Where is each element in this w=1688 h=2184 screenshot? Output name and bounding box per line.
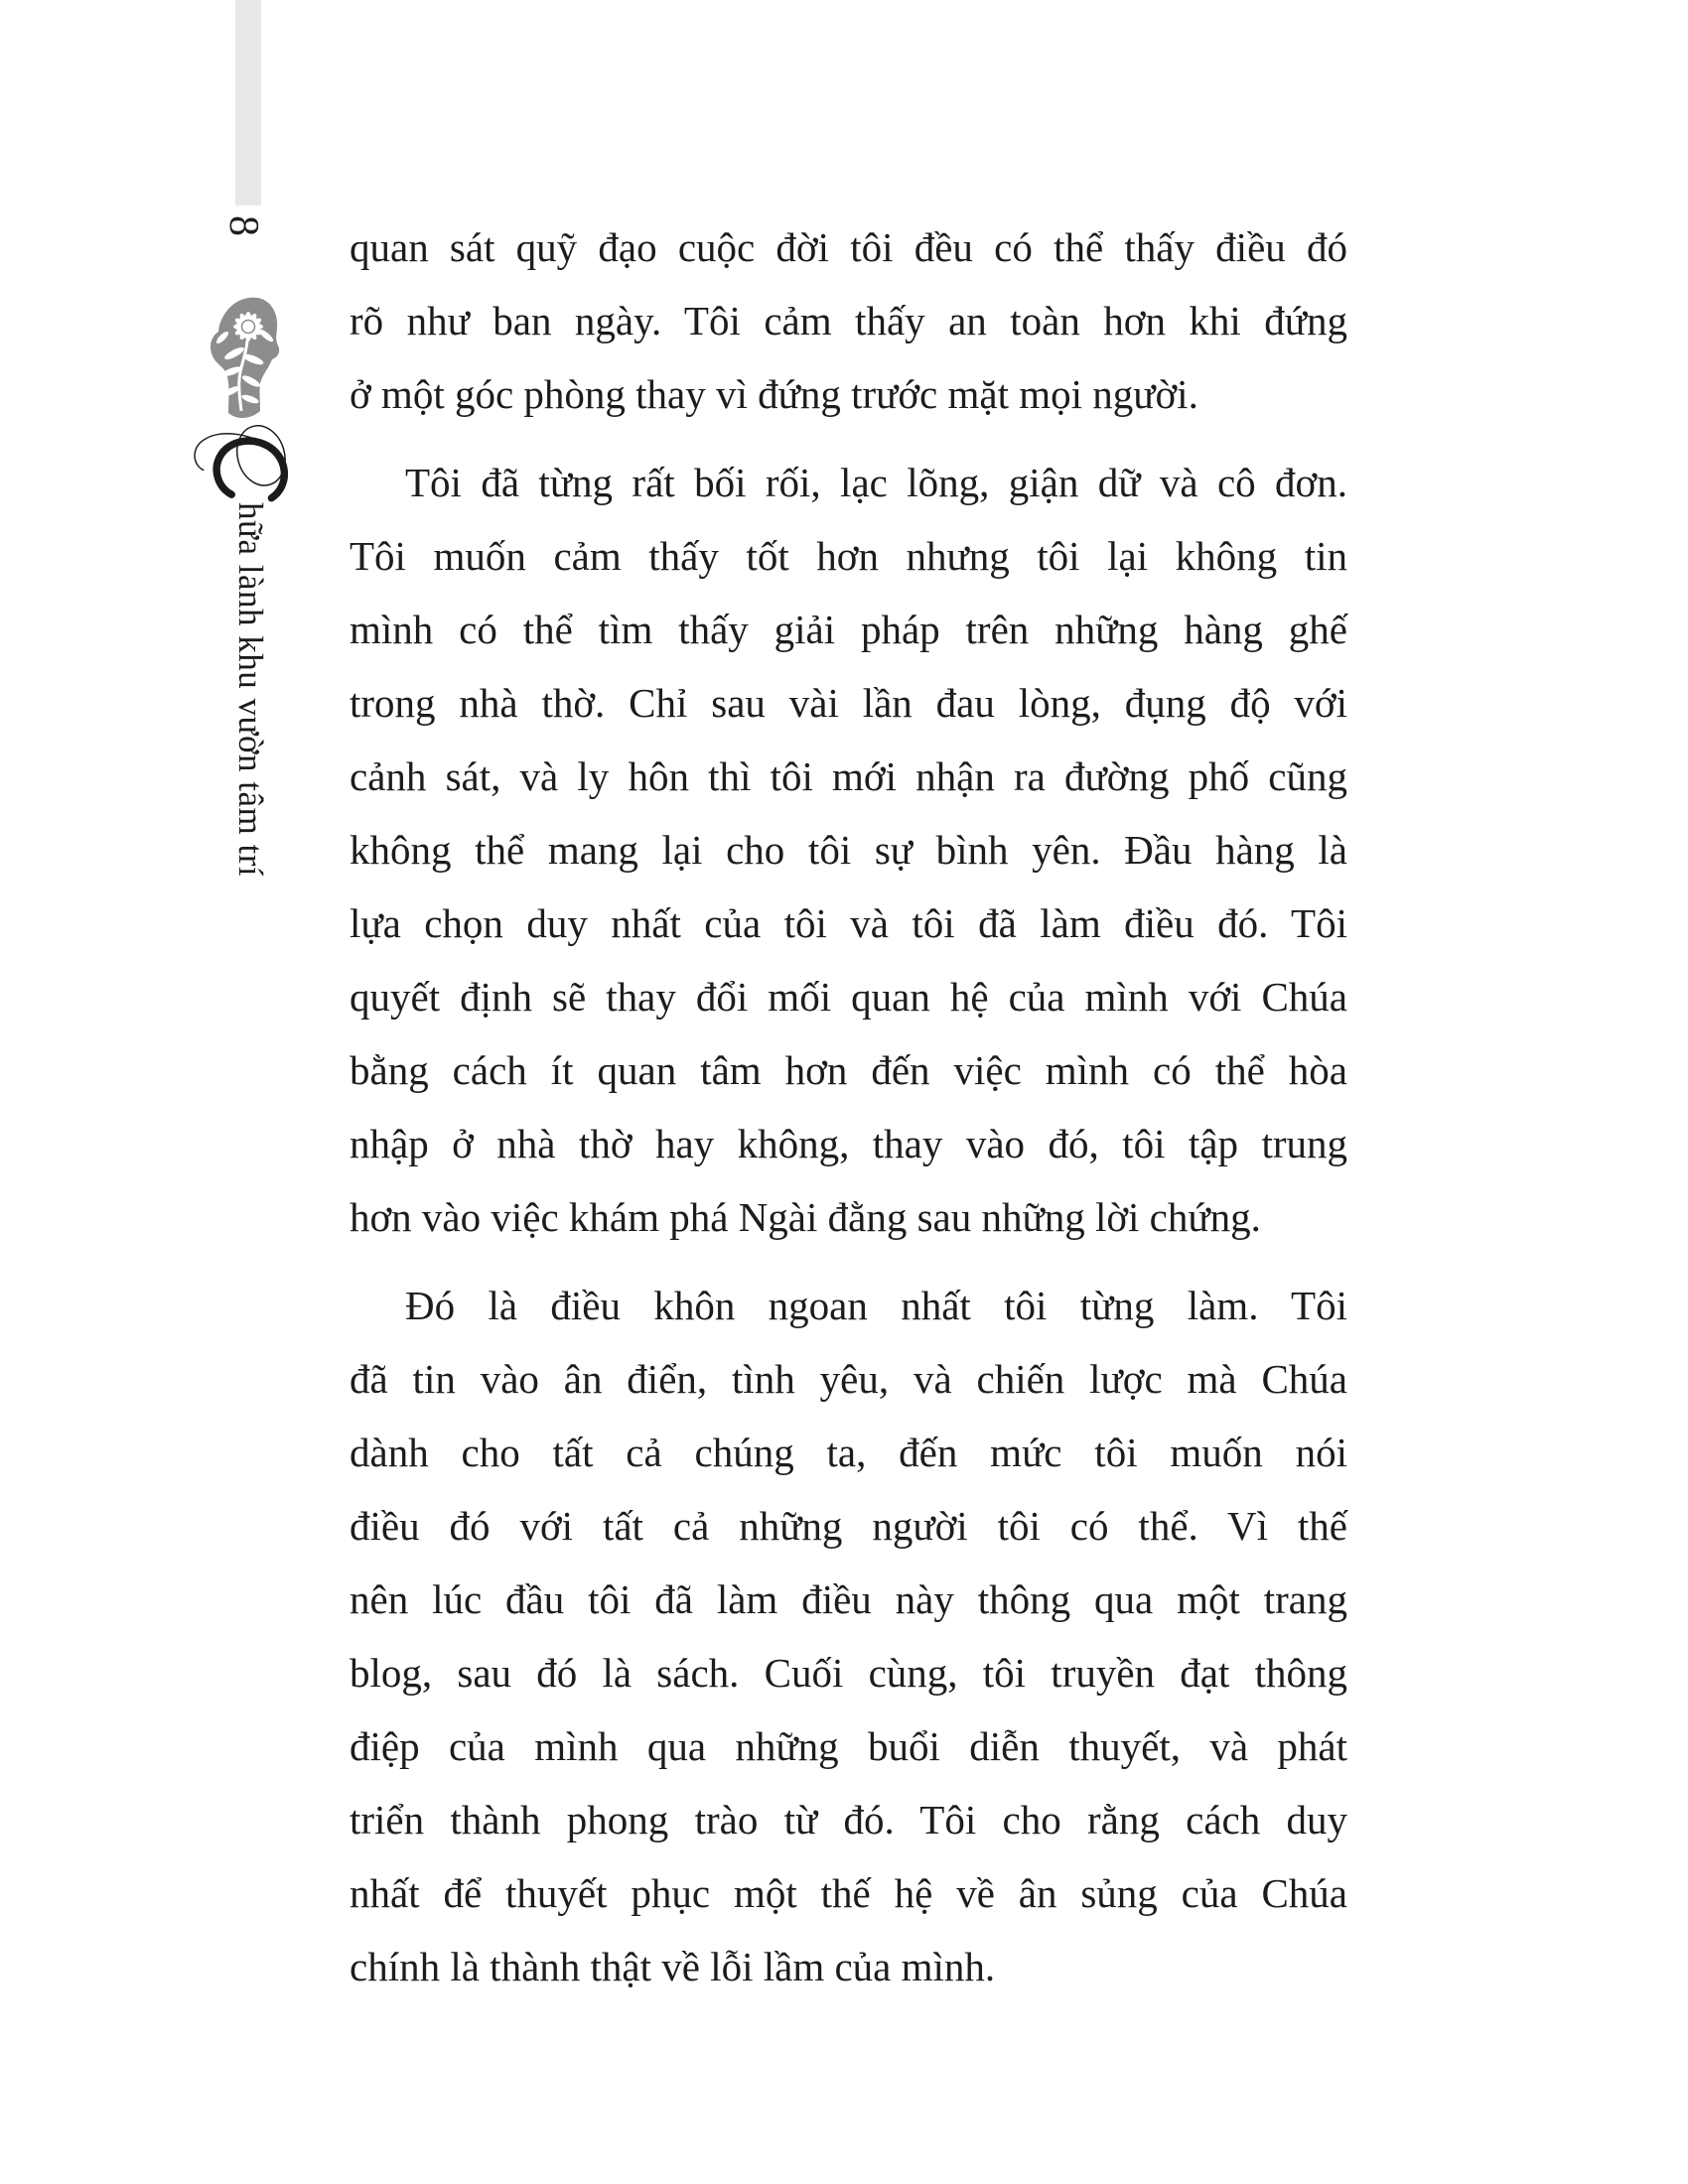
text-line: điều đó với tất cả những người tôi có thể. Vì thế — [350, 1503, 1347, 1549]
text-line: Đó là điều khôn ngoan nhất tôi từng làm. Tôi — [405, 1283, 1347, 1328]
text-line: đã tin vào ân điển, tình yêu, và chiến lược mà Chúa — [350, 1356, 1347, 1402]
paragraph — [350, 446, 1347, 1254]
text-line: Tôi đã từng rất bối rối, lạc lõng, giận dữ và cô đơn. — [405, 460, 1347, 505]
woman-profile-flower-icon — [207, 294, 296, 423]
text-line: Tôi muốn cảm thấy tốt hơn nhưng tôi lại không tin — [350, 533, 1347, 579]
text-line: triển thành phong trào từ đó. Tôi cho rằng cách duy — [350, 1797, 1347, 1843]
book-title-text: hữa lành khu vườn tâm trí — [231, 502, 270, 878]
text-line: quyết định sẽ thay đổi mối quan hệ của mình với Chúa — [350, 974, 1347, 1020]
top-margin-bar — [235, 0, 261, 205]
text-line: điệp của mình qua những buổi diễn thuyết, và phát — [350, 1723, 1347, 1769]
text-line: lựa chọn duy nhất của tôi và tôi đã làm điều đó. Tôi — [350, 900, 1347, 946]
text-line: không thể mang lại cho tôi sự bình yên. Đầu hàng là — [350, 827, 1347, 873]
page-number: 8 — [220, 215, 266, 236]
text-line: dành cho tất cả chúng ta, đến mức tôi muốn nói — [350, 1430, 1347, 1475]
book-title-vertical — [188, 421, 293, 877]
body-text — [350, 210, 1347, 2003]
paragraph — [350, 210, 1347, 431]
text-line: mình có thể tìm thấy giải pháp trên những hàng ghế — [350, 607, 1347, 652]
text-line: nên lúc đầu tôi đã làm điều này thông qua một trang — [350, 1576, 1347, 1622]
text-line: quan sát quỹ đạo cuộc đời tôi đều có thể thấy điều đó — [350, 224, 1347, 270]
text-line: bằng cách ít quan tâm hơn đến việc mình có thể hòa — [350, 1047, 1347, 1093]
text-line: trong nhà thờ. Chỉ sau vài lần đau lòng, đụng độ với — [350, 680, 1347, 726]
text-line: nhất để thuyết phục một thế hệ về ân sủng của Chúa — [350, 1870, 1347, 1916]
text-line: blog, sau đó là sách. Cuối cùng, tôi truyền đạt thông — [350, 1650, 1347, 1696]
text-line: hơn vào việc khám phá Ngài đằng sau những lời chứng. — [350, 1194, 1261, 1240]
text-line: nhập ở nhà thờ hay không, thay vào đó, tôi tập trung — [350, 1121, 1347, 1166]
text-line: chính là thành thật về lỗi lầm của mình. — [350, 1944, 996, 1989]
text-line: cảnh sát, và ly hôn thì tôi mới nhận ra đường phố cũng — [350, 753, 1347, 799]
paragraph — [350, 1269, 1347, 2003]
text-line: ở một góc phòng thay vì đứng trước mặt mọi người. — [350, 371, 1198, 417]
text-line: rõ như ban ngày. Tôi cảm thấy an toàn hơn khi đứng — [350, 298, 1347, 343]
